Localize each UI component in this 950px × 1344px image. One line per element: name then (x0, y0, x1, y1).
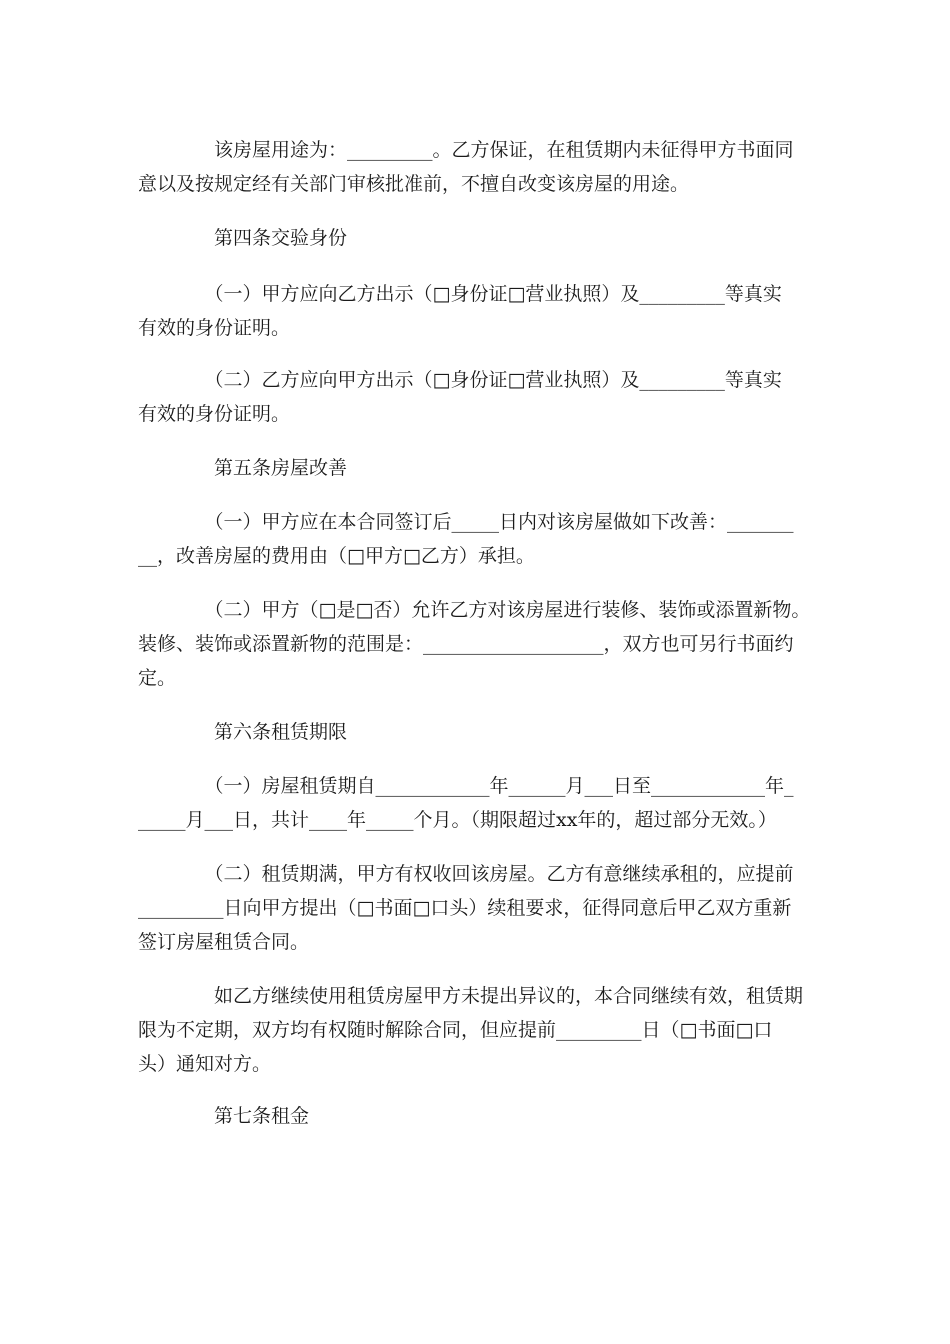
section-heading: 第四条交验身份 (138, 227, 348, 249)
paragraph-line: _____月___日，共计____年_____个月。（期限超过xx年的，超过部分无效。） (138, 809, 777, 831)
paragraph-line: _________日向甲方提出（□书面□口头）续租要求，征得同意后甲乙双方重新 (138, 897, 792, 919)
section-heading: 第五条房屋改善 (138, 457, 348, 479)
paragraph-line: __，改善房屋的费用由（□甲方□乙方）承担。 (138, 545, 535, 567)
paragraph-line: 头）通知对方。 (138, 1053, 272, 1075)
paragraph-line: （二）乙方应向甲方出示（□身份证□营业执照）及_________等真实 (138, 369, 782, 391)
paragraph-line: 装修、装饰或添置新物的范围是：___________________，双方也可另行书面约 (138, 633, 794, 655)
paragraph-line: 定。 (138, 667, 177, 689)
section-heading: 第七条租金 (138, 1105, 310, 1127)
paragraph-line: （二）甲方（□是□否）允许乙方对该房屋进行装修、装饰或添置新物。 (138, 599, 811, 621)
paragraph-line: （一）甲方应在本合同签订后_____日内对该房屋做如下改善：_______ (138, 511, 794, 533)
paragraph-line: （一）甲方应向乙方出示（□身份证□营业执照）及_________等真实 (138, 283, 782, 305)
paragraph-line: 该房屋用途为：_________。乙方保证，在租赁期内未征得甲方书面同 (138, 139, 794, 161)
paragraph-line: 有效的身份证明。 (138, 403, 291, 425)
section-heading: 第六条租赁期限 (138, 721, 348, 743)
paragraph-line: 如乙方继续使用租赁房屋甲方未提出异议的，本合同继续有效，租赁期 (138, 985, 804, 1007)
paragraph-line: 签订房屋租赁合同。 (138, 931, 310, 953)
paragraph-line: 有效的身份证明。 (138, 317, 291, 339)
paragraph-line: （二）租赁期满，甲方有权收回该房屋。乙方有意继续承租的，应提前 (138, 863, 794, 885)
paragraph-line: 意以及按规定经有关部门审核批准前，不擅自改变该房屋的用途。 (138, 173, 690, 195)
paragraph-line: （一）房屋租赁期自____________年______月___日至____________年_ (138, 775, 794, 797)
paragraph-line: 限为不定期，双方均有权随时解除合同，但应提前_________日（□书面□口 (138, 1019, 773, 1041)
